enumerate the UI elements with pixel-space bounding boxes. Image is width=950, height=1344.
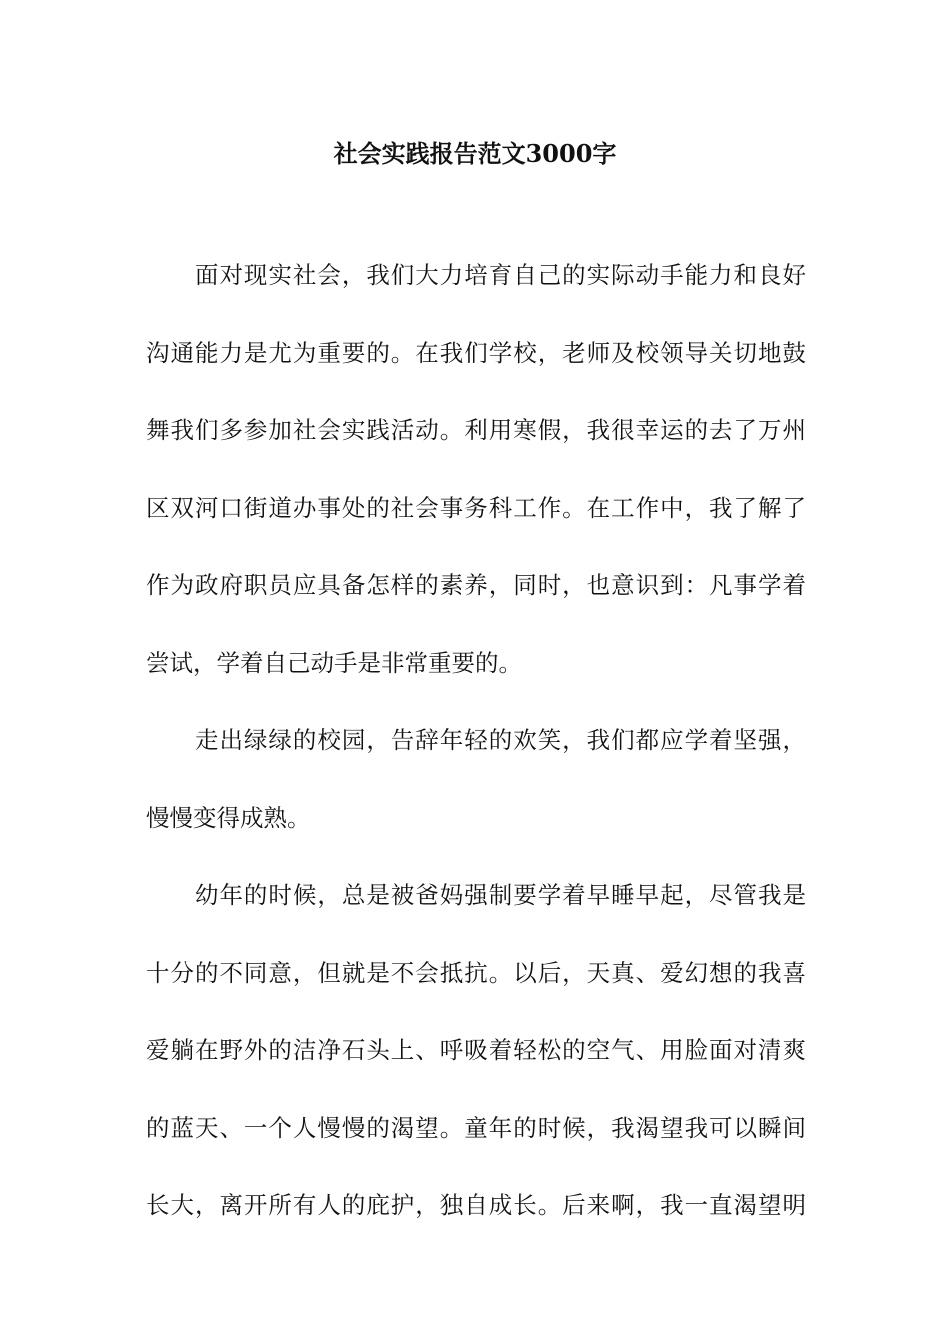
paragraph-line: 走出绿绿的校园，告辞年轻的欢笑，我们都应学着坚强， — [146, 726, 806, 754]
paragraph-line: 沟通能力是尤为重要的。在我们学校，老师及校领导关切地鼓 — [146, 339, 806, 367]
document-title: 社会实践报告范文3000字 — [333, 139, 617, 168]
paragraph-line: 的蓝天、一个人慢慢的渴望。童年的时候，我渴望我可以瞬间 — [146, 1114, 806, 1142]
paragraph-line: 作为政府职员应具备怎样的素养，同时，也意识到：凡事学着 — [146, 571, 806, 599]
paragraph-line: 舞我们多参加社会实践活动。利用寒假，我很幸运的去了万州 — [146, 416, 806, 444]
paragraph-line: 慢慢变得成熟。 — [146, 804, 311, 832]
paragraph-line: 区双河口街道办事处的社会事务科工作。在工作中，我了解了 — [146, 494, 806, 522]
paragraph-line: 幼年的时候，总是被爸妈强制要学着早睡早起，尽管我是 — [146, 881, 806, 909]
paragraph-line: 尝试，学着自己动手是非常重要的。 — [146, 649, 522, 677]
paragraph-line: 爱躺在野外的洁净石头上、呼吸着轻松的空气、用脸面对清爽 — [146, 1036, 806, 1064]
paragraph-line: 长大，离开所有人的庇护，独自成长。后来啊，我一直渴望明 — [146, 1191, 806, 1219]
paragraph-line: 面对现实社会，我们大力培育自己的实际动手能力和良好 — [146, 261, 806, 289]
paragraph-line: 十分的不同意，但就是不会抵抗。以后，天真、爱幻想的我喜 — [146, 959, 806, 987]
